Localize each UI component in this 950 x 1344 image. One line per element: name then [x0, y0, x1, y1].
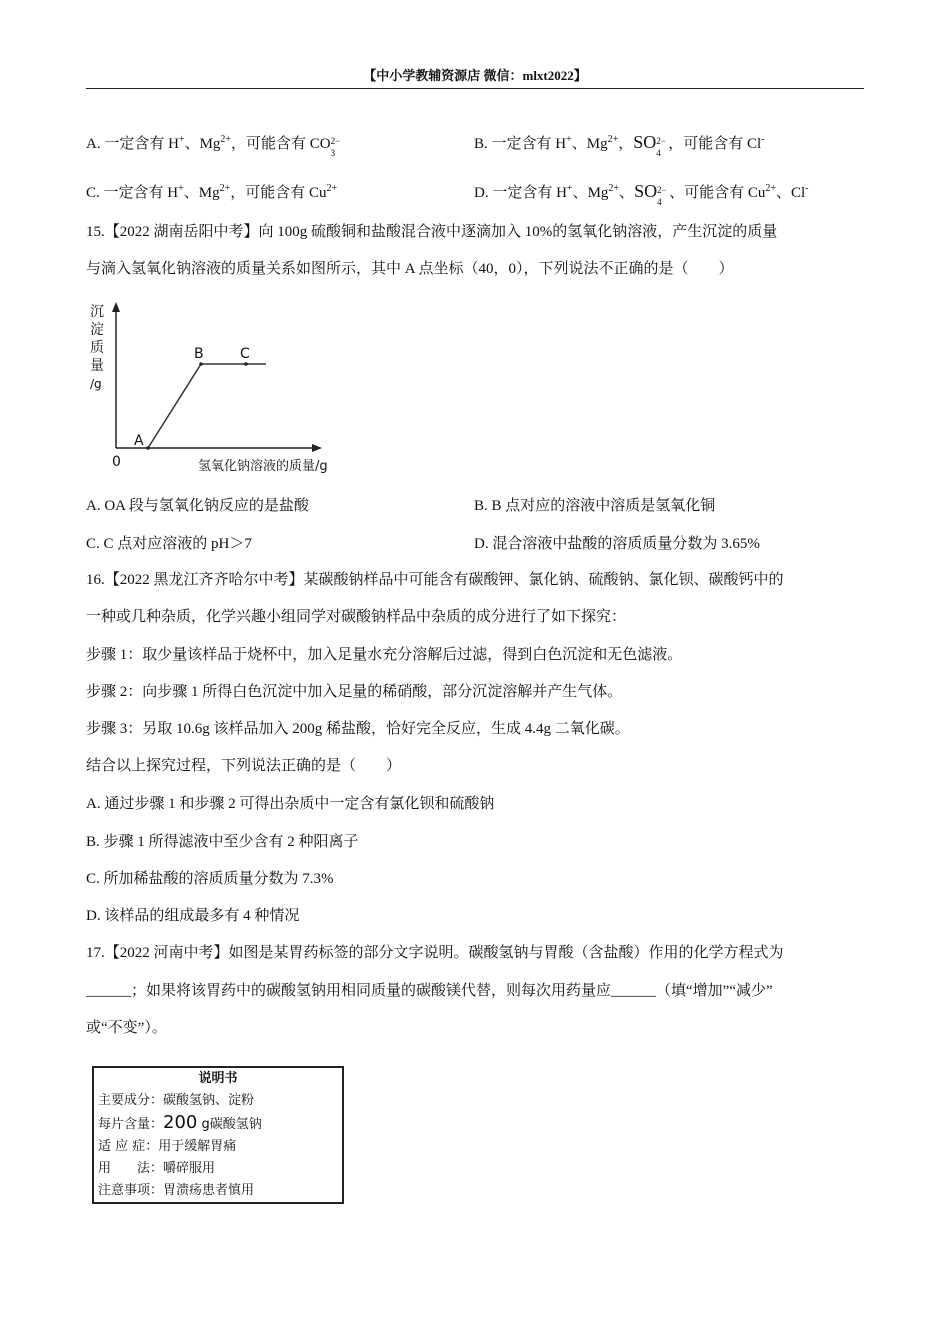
- q14-option-c: C. 一定含有 H+、$Mg^{2+}$，可能含有 $Cu^{2+}$: [86, 183, 338, 201]
- label-row-usage: 用 法：嚼碎服用: [98, 1161, 216, 1176]
- q15-option-b: B. B 点对应的溶液中溶质是氢氧化铜: [474, 498, 716, 514]
- q15-stem-line1: 15.【2022 湖南岳阳中考】向 100g 硫酸铜和盐酸混合液中逐滴加入 10%的氢氧化钠溶液，产生沉淀的质量: [86, 224, 778, 240]
- y-label-char-3: 质: [90, 340, 104, 356]
- q14-option-b: B. 一定含有 H+、$Mg^{2+}$，SO 2− 4 ，可能含有 Cl-: [474, 132, 765, 158]
- medicine-label-box: [92, 1066, 344, 1204]
- q14-option-a: A. 一定含有 H+、$Mg^{2+}$，可能含有 CO 2− 3: [86, 134, 341, 158]
- y-label-char-2: 淀: [90, 322, 104, 338]
- y-label-unit: /g: [90, 377, 102, 391]
- q17-stem-line3: 或“不变”）。: [86, 1020, 167, 1036]
- q14-option-d: D. 一定含有 H+、$Mg^{2+}$、SO 2− 4 、可能含有 $Cu^{2+}$、Cl-: [474, 181, 809, 207]
- q15-option-d: D. 混合溶液中盐酸的溶质质量分数为 3.65%: [474, 536, 760, 552]
- q15-stem-line2: 与滴入氢氧化钠溶液的质量关系如图所示，其中 A 点坐标（40，0），下列说法不正确的是（ ）: [86, 261, 734, 277]
- q16-step3: 步骤 3：另取 10.6g 该样品加入 200g 稀盐酸，恰好完全反应，生成 4.4g 二氧化碳。: [86, 721, 630, 737]
- x-axis-arrow: [312, 444, 322, 452]
- point-a-dot: [146, 446, 150, 450]
- point-b-dot: [199, 362, 203, 366]
- q16-stem-line1: 16.【2022 黑龙江齐齐哈尔中考】某碳酸钠样品中可能含有碳酸钾、氯化钠、硫酸钠、氯化钡、碳酸钙中的: [86, 572, 784, 588]
- y-axis-arrow: [112, 302, 120, 312]
- header-rule: [86, 88, 864, 89]
- q16-stem-line2: 一种或几种杂质，化学兴趣小组同学对碳酸钠样品中杂质的成分进行了如下探究：: [86, 609, 627, 625]
- label-row-indication: 适 应 症：用于缓解胃痛: [98, 1139, 237, 1154]
- y-label-char-4: 量: [90, 358, 104, 374]
- label-row-notes: 注意事项：胃溃疡患者慎用: [98, 1183, 255, 1198]
- label-title: 说明书: [198, 1071, 238, 1086]
- q16-step2: 步骤 2：向步骤 1 所得白色沉淀中加入足量的稀硝酸，部分沉淀溶解并产生气体。: [86, 684, 623, 700]
- label-row-ingredients: 主要成分：碳酸氢钠、淀粉: [98, 1093, 255, 1108]
- point-c-label: C: [240, 346, 250, 362]
- point-a-label: A: [134, 433, 144, 449]
- y-label-char-1: 沉: [90, 304, 104, 320]
- q16-option-c: C. 所加稀盐酸的溶质质量分数为 7.3%: [86, 871, 334, 887]
- q16-option-a: A. 通过步骤 1 和步骤 2 可得出杂质中一定含有氯化钡和硫酸钠: [86, 796, 495, 812]
- q16-option-b: B. 步骤 1 所得滤液中至少含有 2 种阳离子: [86, 834, 359, 850]
- q17-stem-line1: 17.【2022 河南中考】如图是某胃药标签的部分文字说明。碳酸氢钠与胃酸（含盐酸）作用的化学方程式为: [86, 945, 784, 961]
- q16-option-d: D. 该样品的组成最多有 4 种情况: [86, 908, 300, 924]
- x-axis-label: 氢氧化钠溶液的质量/g: [198, 459, 328, 474]
- origin-label: 0: [112, 454, 121, 470]
- page-header: 【中小学教辅资源店 微信：mlxt2022】: [363, 68, 587, 83]
- precipitate-graph: [86, 298, 366, 478]
- q16-question: 结合以上探究过程，下列说法正确的是（ ）: [86, 758, 402, 774]
- q17-stem-line2: ______；如果将该胃药中的碳酸氢钠用相同质量的碳酸镁代替，则每次用药量应______（填“增加”“减少”: [86, 983, 773, 999]
- q15-option-a: A. OA 段与氢氧化钠反应的是盐酸: [86, 498, 309, 514]
- q16-step1: 步骤 1：取少量该样品于烧杯中，加入足量水充分溶解后过滤，得到白色沉淀和无色滤液。: [86, 647, 683, 663]
- precipitate-curve: [148, 364, 266, 448]
- label-row-content: 每片含量：200 g碳酸氢钠: [98, 1112, 262, 1133]
- point-c-dot: [244, 362, 248, 366]
- q15-option-c: C. C 点对应溶液的 pH＞7: [86, 536, 252, 552]
- point-b-label: B: [194, 346, 204, 362]
